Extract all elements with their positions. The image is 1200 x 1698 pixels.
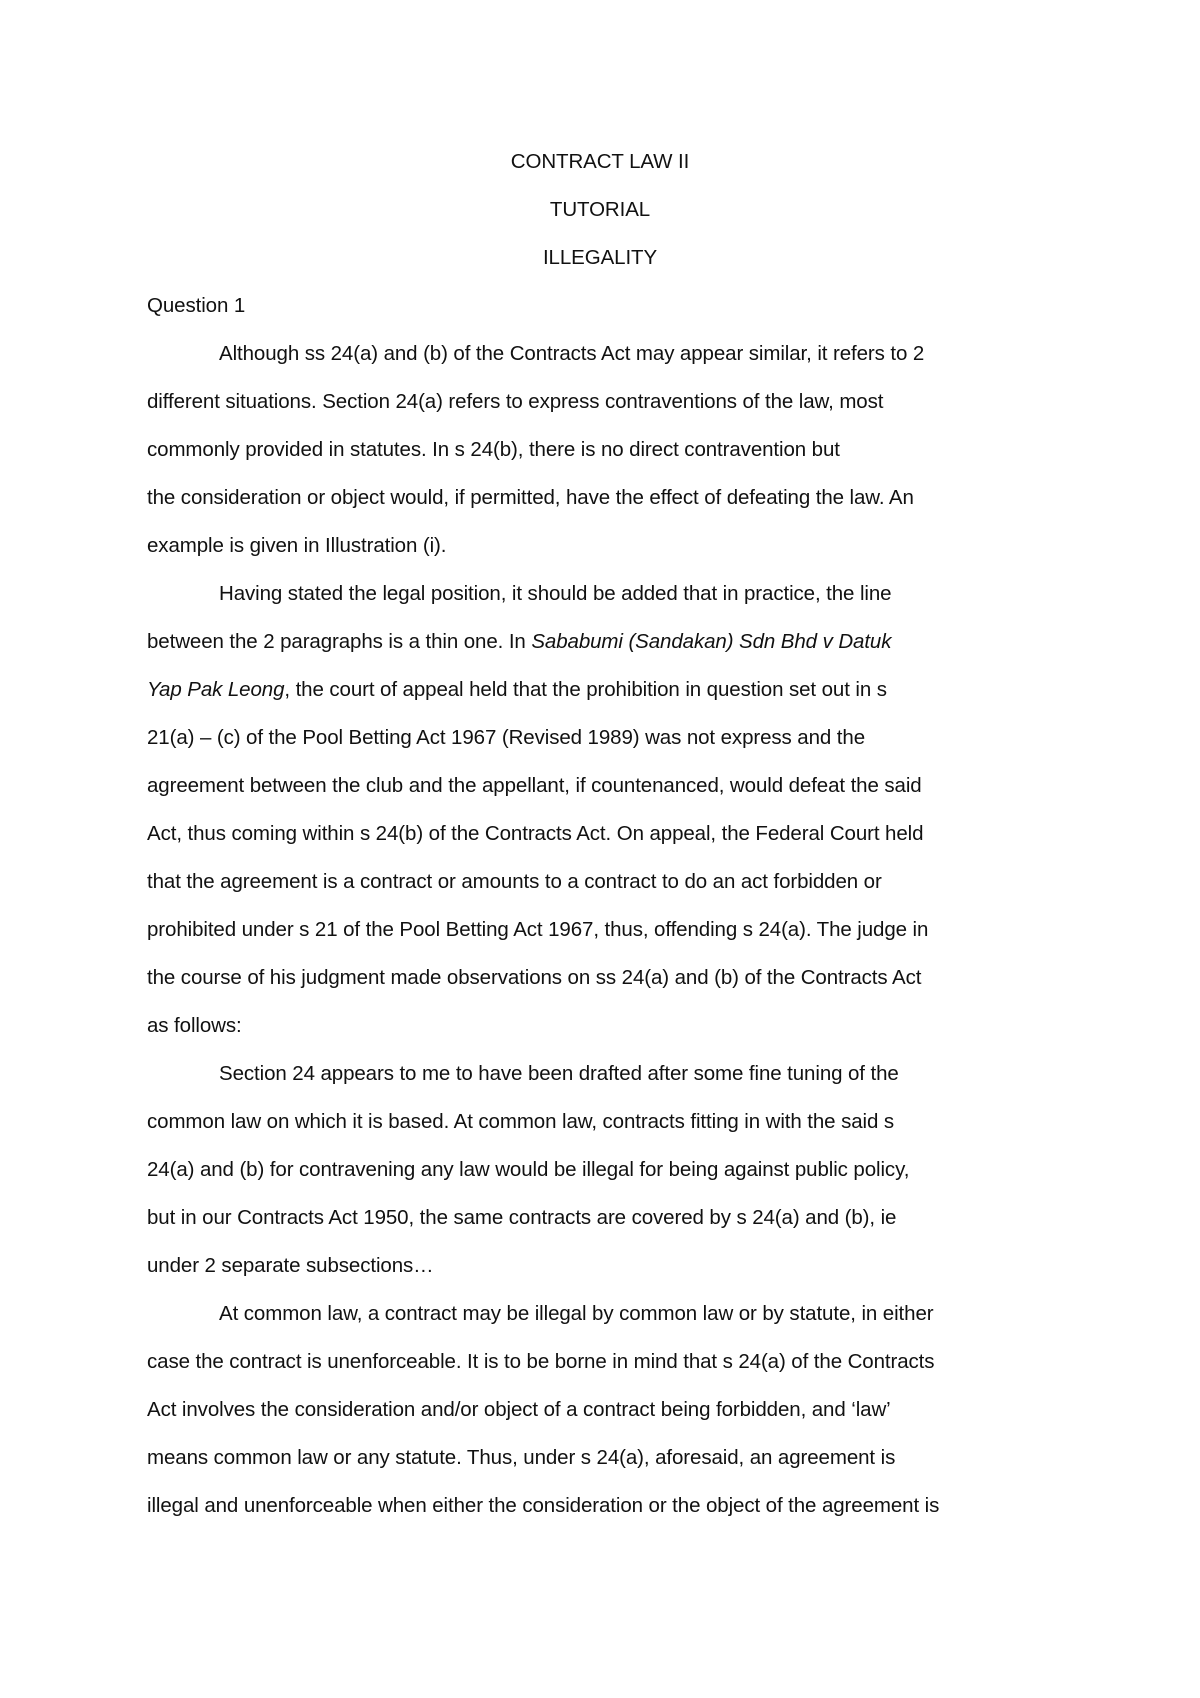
- paragraph-line: the consideration or object would, if permitted, have the effect of defeating the law. An: [147, 486, 914, 509]
- question-heading: Question 1: [147, 294, 246, 317]
- quote-line: means common law or any statute. Thus, under s 24(a), aforesaid, an agreement is: [147, 1446, 896, 1469]
- quote-line: Act involves the consideration and/or object of a contract being forbidden, and ‘law’: [147, 1398, 891, 1421]
- quote-line: 24(a) and (b) for contravening any law would be illegal for being against public policy,: [147, 1158, 910, 1181]
- quote-line: At common law, a contract may be illegal by common law or by statute, in either: [219, 1302, 934, 1325]
- paragraph-line: Although ss 24(a) and (b) of the Contracts Act may appear similar, it refers to 2: [219, 342, 925, 365]
- line-text: between the 2 paragraphs is a thin one. In: [147, 630, 532, 653]
- quote-line: illegal and unenforceable when either the consideration or the object of the agreement is: [147, 1494, 940, 1517]
- document-title: CONTRACT LAW II: [510, 150, 690, 173]
- paragraph-line: [147, 629, 891, 655]
- paragraph-line: commonly provided in statutes. In s 24(b), there is no direct contravention but: [147, 438, 840, 461]
- paragraph-line: Having stated the legal position, it should be added that in practice, the line: [219, 582, 892, 605]
- case-name: Yap Pak Leong: [147, 678, 285, 701]
- paragraph-line: the course of his judgment made observations on ss 24(a) and (b) of the Contracts Act: [147, 966, 922, 989]
- paragraph-line: example is given in Illustration (i).: [147, 534, 447, 557]
- document-subtitle: TUTORIAL: [549, 198, 651, 221]
- paragraph-line: Act, thus coming within s 24(b) of the Contracts Act. On appeal, the Federal Court held: [147, 822, 924, 845]
- quote-line: under 2 separate subsections…: [147, 1254, 434, 1277]
- quote-line: case the contract is unenforceable. It is to be borne in mind that s 24(a) of the Contracts: [147, 1350, 935, 1373]
- case-name: Sababumi (Sandakan) Sdn Bhd v Datuk: [531, 630, 892, 653]
- paragraph-line: [147, 677, 887, 703]
- quote-line: Section 24 appears to me to have been drafted after some fine tuning of the: [219, 1062, 899, 1085]
- paragraph-line: that the agreement is a contract or amounts to a contract to do an act forbidden or: [147, 870, 882, 893]
- paragraph-line: agreement between the club and the appellant, if countenanced, would defeat the said: [147, 774, 922, 797]
- paragraph-line: 21(a) – (c) of the Pool Betting Act 1967 (Revised 1989) was not express and the: [147, 726, 865, 749]
- document-topic: ILLEGALITY: [542, 246, 658, 269]
- quote-line: common law on which it is based. At common law, contracts fitting in with the said s: [147, 1110, 895, 1133]
- line-text: , the court of appeal held that the prohibition in question set out in s: [284, 678, 887, 701]
- paragraph-line: as follows:: [147, 1014, 242, 1037]
- quote-line: but in our Contracts Act 1950, the same contracts are covered by s 24(a) and (b), ie: [147, 1206, 897, 1229]
- paragraph-line: different situations. Section 24(a) refers to express contraventions of the law, most: [147, 390, 884, 413]
- paragraph-line: prohibited under s 21 of the Pool Betting Act 1967, thus, offending s 24(a). The judge in: [147, 918, 929, 941]
